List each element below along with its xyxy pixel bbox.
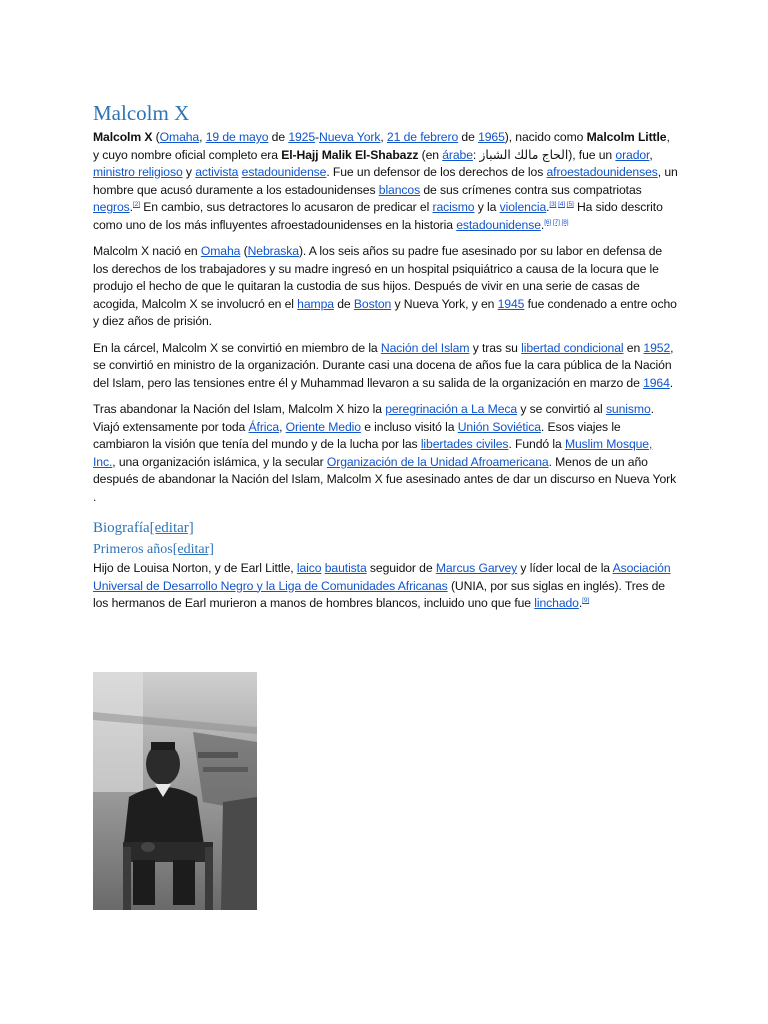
ref-6[interactable]: [6] [544,218,552,226]
link-nueva-york[interactable]: Nueva York [319,130,381,144]
link-1965[interactable]: 1965 [478,130,505,144]
section-heading-biografia: Biografía[editar] [93,520,194,536]
link-1952[interactable]: 1952 [643,340,671,355]
link-orador[interactable]: orador [615,147,650,162]
photo-illustration [93,672,257,910]
link-21-de-febrero[interactable]: 21 de febrero [386,130,459,144]
link-activista[interactable]: activista [195,165,239,179]
link-racismo[interactable]: racismo [432,200,475,214]
bold-name: Malcolm X [93,130,153,144]
link-laico[interactable]: laico [296,561,322,575]
link-afroestadounidenses[interactable]: afroestadounidenses [546,165,658,179]
link-19-de-mayo[interactable]: 19 de mayo [205,130,269,144]
link-omaha-2[interactable]: Omaha [200,244,241,258]
link-1925[interactable]: 1925 [288,130,316,144]
article-body [93,100,678,622]
ref-7[interactable]: [7] [552,218,560,226]
link-bautista[interactable]: bautista [324,561,367,575]
link-hampa[interactable]: hampa [297,296,334,311]
ref-2[interactable]: [2] [132,201,140,208]
link-nebraska[interactable]: Nebraska [247,244,299,258]
article-title: Malcolm X [93,101,190,125]
marcus-garvey-photo [93,672,257,910]
intro-paragraph: Malcolm X (Omaha, 19 de mayo de 1925-Nueva York, 21 de febrero de 1965), nacido como Malcolm Little, y cuyo nombre oficial completo era El-Hajj Malik El-Shabazz (en árabe: الحاج مالك الشباز), fue un orador, ministro religioso y activista estadounidense. Fue un defensor de los derechos de los afroestadounidenses, un hombre que acusó duramente a los estadounidenses blancos de sus crímenes contra sus compatriotas negros.[2] En cambio, sus detractores lo acusaron de predicar el racismo y la violencia.[3] [4] [5] Ha sido descrito como uno de los más influyentes afroestadounidenses en la historia estadounidense.[6] [7] [8] [93,130,678,232]
subsection-heading-primeros-anos: Primeros años[editar] [93,542,214,557]
ref-5[interactable]: [5] [566,201,574,208]
bold-birth-name: Malcolm Little [586,130,667,144]
ref-9[interactable]: [9] [582,597,590,604]
prison-paragraph: En la cárcel, Malcolm X se convirtió en miembro de la Nación del Islam y tras su libertad condicional en 1952, se convirtió en ministro de la organización. Durante casi una docena de años fue la cara pública de la Nación del Islam, pero las tensiones entre él y Muhammad llevaron a su salida de la organización en marzo de 1964. [93,340,674,390]
link-negros[interactable]: negros [93,200,130,214]
link-oriente-medio[interactable]: Oriente Medio [285,419,361,434]
link-violencia[interactable]: violencia [499,200,547,214]
link-peregrinacion[interactable]: peregrinación a La Meca [385,402,518,416]
ref-4[interactable]: [4] [558,201,566,208]
link-oaau[interactable]: Organización de la Unidad Afroamericana [326,454,549,469]
edit-link-biografia[interactable]: [editar] [149,520,194,536]
bold-official-name: El-Hajj Malik El-Shabazz [281,147,419,162]
link-libertades-civiles[interactable]: libertades civiles [420,437,509,451]
link-boston[interactable]: Boston [353,296,392,311]
link-1945[interactable]: 1945 [497,296,525,311]
link-1964[interactable]: 1964 [643,375,670,390]
ref-3[interactable]: [3] [549,201,557,208]
link-omaha[interactable]: Omaha [159,130,200,144]
link-estadounidense[interactable]: estadounidense [241,165,327,179]
link-muslim-mosque[interactable]: Muslim Mosque, Inc. [93,437,653,469]
family-paragraph: Hijo de Louisa Norton, y de Earl Little, laico bautista seguidor de Marcus Garvey y líder local de la Asociación Universal de Desarrollo Negro y la Liga de Comunidades Africanas (UNIA, por sus siglas en inglés). Tres de los hermanos de Earl murieron a manos de hombres blancos, incluido uno que fue linchado.[9] [93,561,671,610]
link-africa[interactable]: África [248,419,280,434]
link-unia[interactable]: Asociación Universal de Desarrollo Negro y la Liga de Comunidades Africanas [93,561,671,593]
link-union-sovietica[interactable]: Unión Soviética [457,419,541,434]
early-life-summary-paragraph: Malcolm X nació en Omaha (Nebraska). A los seis años su padre fue asesinado por su labor en defensa de los derechos de los trabajadores y su madre ingresó en un hospital psiquiátrico a causa de la locura que le produjo el hecho de que le quitaran la custodia de sus hijos. Después de vivir en una serie de casas de acogida, Malcolm X se involucró en el hampa de Boston y Nueva York, y en 1945 fue condenado a entre ocho y diez años de prisión. [93,244,677,328]
link-sunismo[interactable]: sunismo [605,402,651,416]
link-ministro-religioso[interactable]: ministro religioso [93,165,183,179]
link-nacion-del-islam[interactable]: Nación del Islam [380,340,470,355]
ref-8[interactable]: [8] [561,218,569,226]
link-linchado[interactable]: linchado [534,596,579,610]
link-blancos[interactable]: blancos [378,182,421,197]
link-estadounidense-2[interactable]: estadounidense [456,217,541,232]
link-arabe[interactable]: árabe [442,147,473,162]
link-libertad-condicional[interactable]: libertad condicional [521,340,624,355]
link-marcus-garvey[interactable]: Marcus Garvey [435,561,518,575]
edit-link-primeros-anos[interactable]: [editar] [172,542,214,557]
later-life-paragraph: Tras abandonar la Nación del Islam, Malcolm X hizo la peregrinación a La Meca y se convirtió al sunismo. Viajó extensamente por toda África, Oriente Medio e incluso visitó la Unión Soviética. Esos viajes le cambiaron la visión que tenía del mundo y de la lucha por las libertades civiles. Fundó la Muslim Mosque, Inc., una organización islámica, y la secular Organización de la Unidad Afroamericana. Menos de un año después de abandonar la Nación del Islam, Malcolm X fue asesinado antes de dar un discurso en Nueva York . [93,402,677,504]
